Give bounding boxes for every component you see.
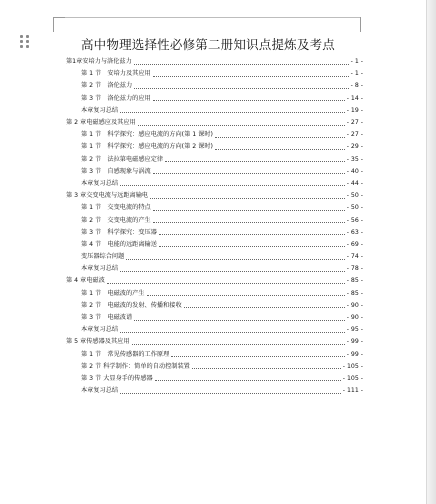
toc-entry-label: 本章复习总结 bbox=[81, 106, 119, 114]
toc-page-number: - 111 - bbox=[342, 387, 363, 395]
toc-page-number: - 40 - bbox=[346, 167, 363, 175]
toc-page-number: - 14 - bbox=[346, 94, 363, 102]
toc-section-entry[interactable] bbox=[66, 227, 363, 239]
toc-page-number: - 99 - bbox=[346, 350, 363, 358]
toc-page-number: - 1 - bbox=[350, 70, 363, 78]
toc-dot-leader bbox=[159, 246, 345, 247]
toc-section-entry[interactable] bbox=[66, 80, 363, 92]
toc-section-entry[interactable] bbox=[66, 251, 363, 263]
toc-page-number: - 85 - bbox=[346, 277, 363, 285]
toc-page-number: - 105 - bbox=[342, 374, 363, 382]
toc-section-entry[interactable] bbox=[66, 154, 363, 166]
toc-dot-leader bbox=[134, 320, 345, 321]
drag-handle-icon[interactable] bbox=[20, 35, 30, 49]
toc-entry-label: 第 3 节 大显身手的传感器 bbox=[81, 374, 153, 382]
toc-dot-leader bbox=[153, 100, 345, 101]
toc-page-number: - 69 - bbox=[346, 240, 363, 248]
toc-entry-label: 第 2 节 科学制作：简单的自动控制装置 bbox=[81, 362, 190, 370]
toc-page-number: - 90 - bbox=[346, 314, 363, 322]
toc-page-number: - 74 - bbox=[346, 253, 363, 261]
toc-entry-label: 第 3 节 洛伦兹力的应用 bbox=[81, 94, 151, 102]
toc-dot-leader bbox=[134, 64, 349, 65]
toc-section-entry[interactable] bbox=[66, 166, 363, 178]
toc-dot-leader bbox=[134, 88, 348, 89]
toc-dot-leader bbox=[120, 332, 345, 333]
toc-section-entry[interactable] bbox=[66, 105, 363, 117]
toc-dot-leader bbox=[126, 259, 344, 260]
toc-section-entry[interactable] bbox=[66, 312, 363, 324]
toc-dot-leader bbox=[159, 234, 345, 235]
toc-section-entry[interactable] bbox=[66, 68, 363, 80]
toc-dot-leader bbox=[107, 283, 345, 284]
toc-entry-label: 第 2 节 法拉第电磁感应定律 bbox=[81, 155, 164, 163]
crop-mark-left-horizontal bbox=[53, 17, 65, 18]
toc-entry-label: 本章复习总结 bbox=[81, 326, 119, 334]
page-top-border bbox=[53, 17, 361, 18]
toc-entry-label: 第 3 节 自感现象与涡流 bbox=[81, 167, 151, 175]
toc-entry-label: 第 1 节 交变电流的特点 bbox=[81, 204, 151, 212]
toc-page-number: - 50 - bbox=[346, 192, 363, 200]
toc-entry-label: 第1章安培力与洛伦兹力 bbox=[66, 58, 132, 66]
toc-entry-label: 第 2 节 交变电流的产生 bbox=[81, 216, 151, 224]
toc-entry-label: 第 1 节 电磁波的产生 bbox=[81, 289, 145, 297]
toc-section-entry[interactable] bbox=[66, 129, 363, 141]
toc-entry-label: 第 1 节 科学探究：感应电流的方向(第 2 课时) bbox=[81, 143, 213, 151]
toc-page-number: - 78 - bbox=[346, 265, 363, 273]
toc-section-entry[interactable] bbox=[66, 239, 363, 251]
scrollbar-area[interactable] bbox=[426, 0, 436, 504]
toc-section-entry[interactable] bbox=[66, 202, 363, 214]
toc-page-number: - 29 - bbox=[346, 143, 363, 151]
toc-section-entry[interactable] bbox=[66, 324, 363, 336]
toc-entry-label: 变压器综合问题 bbox=[81, 253, 125, 261]
toc-entry-label: 第 4 章电磁波 bbox=[66, 277, 105, 285]
toc-dot-leader bbox=[153, 173, 345, 174]
toc-entry-label: 第 4 节 电能的远距离输送 bbox=[81, 240, 157, 248]
toc-entry-label: 第 3 节 电磁波谱 bbox=[81, 314, 133, 322]
toc-entry-label: 本章复习总结 bbox=[81, 179, 119, 187]
toc-dot-leader bbox=[150, 198, 345, 199]
toc-chapter-entry[interactable] bbox=[66, 56, 363, 68]
toc-page-number: - 85 - bbox=[346, 289, 363, 297]
toc-dot-leader bbox=[171, 356, 344, 357]
toc-page-number: - 35 - bbox=[346, 155, 363, 163]
toc-page-number: - 105 - bbox=[342, 362, 363, 370]
toc-chapter-entry[interactable] bbox=[66, 117, 363, 129]
toc-entry-label: 第 1 节 科学探究：感应电流的方向(第 1 课时) bbox=[81, 131, 213, 139]
crop-mark-left bbox=[53, 17, 54, 32]
toc-page-number: - 56 - bbox=[346, 216, 363, 224]
toc-page-number: - 99 - bbox=[346, 338, 363, 346]
toc-dot-leader bbox=[215, 149, 345, 150]
toc-dot-leader bbox=[184, 307, 345, 308]
toc-entry-label: 第 5 章传感器及其应用 bbox=[66, 338, 130, 346]
toc-section-entry[interactable] bbox=[66, 361, 363, 373]
toc-page-number: - 44 - bbox=[346, 179, 363, 187]
toc-dot-leader bbox=[192, 368, 341, 369]
toc-dot-leader bbox=[132, 344, 345, 345]
toc-page-number: - 27 - bbox=[346, 131, 363, 139]
toc-dot-leader bbox=[153, 222, 345, 223]
toc-entry-label: 本章复习总结 bbox=[81, 265, 119, 273]
toc-page-number: - 63 - bbox=[346, 228, 363, 236]
toc-chapter-entry[interactable] bbox=[66, 275, 363, 287]
toc-section-entry[interactable] bbox=[66, 178, 363, 190]
toc-dot-leader bbox=[153, 210, 345, 211]
toc-entry-label: 第 2 节 电磁波的发射、传播和接收 bbox=[81, 301, 182, 309]
toc-chapter-entry[interactable] bbox=[66, 336, 363, 348]
toc-entry-label: 第 2 章电磁感应及其应用 bbox=[66, 119, 136, 127]
toc-page-number: - 27 - bbox=[346, 119, 363, 127]
toc-page-number: - 8 - bbox=[350, 82, 363, 90]
toc-page-number: - 95 - bbox=[346, 326, 363, 334]
toc-section-entry[interactable] bbox=[66, 349, 363, 361]
toc-entry-label: 第 3 章交变电流与远距离输电 bbox=[66, 192, 149, 200]
toc-section-entry[interactable] bbox=[66, 373, 363, 385]
toc-entry-label: 第 2 节 洛伦兹力 bbox=[81, 82, 133, 90]
toc-entry-label: 第 3 节 科学探究：变压器 bbox=[81, 228, 157, 236]
table-of-contents bbox=[66, 56, 363, 397]
toc-dot-leader bbox=[155, 380, 341, 381]
toc-section-entry[interactable] bbox=[66, 141, 363, 153]
toc-dot-leader bbox=[138, 125, 345, 126]
toc-section-entry[interactable] bbox=[66, 263, 363, 275]
toc-dot-leader bbox=[153, 76, 349, 77]
toc-section-entry[interactable] bbox=[66, 214, 363, 226]
document-title: 高中物理选择性必修第二册知识点提炼及考点 bbox=[80, 37, 335, 52]
toc-page-number: - 19 - bbox=[346, 106, 363, 114]
toc-dot-leader bbox=[215, 137, 345, 138]
crop-mark-right bbox=[360, 17, 361, 32]
toc-page-number: - 90 - bbox=[346, 301, 363, 309]
toc-dot-leader bbox=[165, 161, 345, 162]
toc-entry-label: 第 1 节 常见传感器的工作原理 bbox=[81, 350, 170, 358]
toc-section-entry[interactable] bbox=[66, 300, 363, 312]
toc-page-number: - 50 - bbox=[346, 204, 363, 212]
toc-dot-leader bbox=[120, 271, 345, 272]
toc-chapter-entry[interactable] bbox=[66, 190, 363, 202]
toc-page-number: - 1 - bbox=[350, 58, 363, 66]
toc-section-entry[interactable] bbox=[66, 288, 363, 300]
toc-entry-label: 第 1 节 安培力及其应用 bbox=[81, 70, 151, 78]
toc-entry-label: 本章复习总结 bbox=[81, 387, 119, 395]
toc-dot-leader bbox=[120, 112, 345, 113]
toc-dot-leader bbox=[120, 393, 341, 394]
toc-section-entry[interactable] bbox=[66, 385, 363, 397]
toc-section-entry[interactable] bbox=[66, 93, 363, 105]
toc-dot-leader bbox=[147, 295, 345, 296]
toc-dot-leader bbox=[120, 185, 345, 186]
